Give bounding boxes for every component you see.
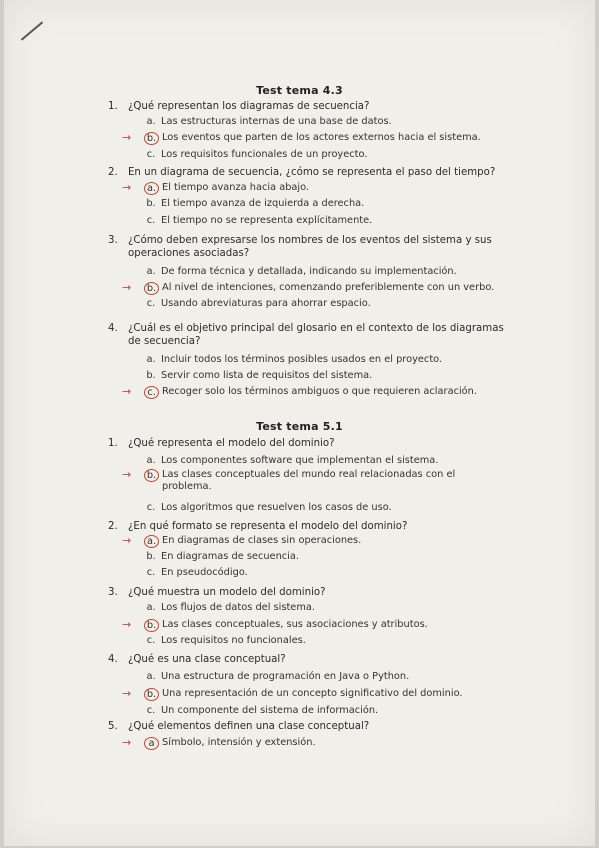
test2-q3-option-b xyxy=(144,619,428,632)
test1-q3-option-c xyxy=(144,298,371,310)
answer-arrow-icon: → xyxy=(122,385,132,398)
question-text: ¿Qué es una clase conceptual? xyxy=(128,654,286,665)
question-number: 4. xyxy=(108,654,118,665)
test2-q5-option-a xyxy=(144,737,316,750)
option-text: Las estructuras internas de una base de datos. xyxy=(161,116,392,127)
question-text: ¿Qué representan los diagramas de secuencia? xyxy=(128,101,370,112)
test2-q2-option-b xyxy=(144,551,299,563)
test2-q3-option-a xyxy=(144,602,315,614)
answer-arrow-icon: → xyxy=(122,534,132,547)
test1-q4-option-c xyxy=(144,386,477,399)
option-letter: b. xyxy=(144,282,159,295)
option-letter: a. xyxy=(146,455,156,466)
option-text: El tiempo avanza de izquierda a derecha. xyxy=(161,198,365,209)
test2-question-5 xyxy=(108,720,369,733)
option-text: Recoger solo los términos ambiguos o que requieren aclaración. xyxy=(162,386,477,397)
test1-title: Test tema 4.3 xyxy=(256,84,343,97)
option-letter: c. xyxy=(146,149,156,160)
test1-q3-option-b xyxy=(144,282,494,295)
option-letter: b. xyxy=(146,551,156,562)
question-text: ¿Qué representa el modelo del dominio? xyxy=(128,438,335,449)
option-letter: b. xyxy=(144,688,159,701)
test2-q4-option-b xyxy=(144,688,463,701)
test2-q1-option-a xyxy=(144,455,438,467)
answer-arrow-icon: → xyxy=(122,736,132,749)
option-letter: b. xyxy=(146,198,156,209)
option-letter: c. xyxy=(146,215,156,226)
test2-q2-option-c xyxy=(144,567,248,579)
test1-q1-option-a xyxy=(144,116,392,128)
test1-q2-option-c xyxy=(144,215,372,227)
paper-sheet xyxy=(4,0,595,846)
option-text: De forma técnica y detallada, indicando su implementación. xyxy=(161,266,457,277)
question-number: 5. xyxy=(108,721,118,732)
option-text: Los requisitos funcionales de un proyecto. xyxy=(161,149,368,160)
option-text: Servir como lista de requisitos del sistema. xyxy=(161,370,373,381)
question-number: 3. xyxy=(108,587,118,598)
test2-q2-option-a xyxy=(144,535,361,548)
option-letter: c. xyxy=(146,705,156,716)
option-letter: c. xyxy=(146,635,156,646)
option-letter: a xyxy=(144,737,159,750)
option-text: Los eventos que parten de los actores externos hacia el sistema. xyxy=(162,132,481,143)
option-letter: a. xyxy=(146,354,156,365)
question-number: 3. xyxy=(108,235,118,246)
option-letter: a. xyxy=(146,671,156,682)
test2-q1-option-c xyxy=(144,502,392,514)
option-letter: b. xyxy=(146,370,156,381)
test1-question-1 xyxy=(108,100,369,113)
option-text: Un componente del sistema de información. xyxy=(161,705,379,716)
question-text: ¿Qué elementos definen una clase conceptual? xyxy=(128,721,370,732)
test1-q4-option-b xyxy=(144,370,372,382)
option-letter: a. xyxy=(146,602,156,613)
answer-arrow-icon: → xyxy=(122,281,132,294)
question-text: ¿Qué muestra un modelo del dominio? xyxy=(128,587,326,598)
test1-q3-option-a xyxy=(144,266,457,278)
question-number: 1. xyxy=(108,438,118,449)
option-letter: c. xyxy=(144,386,159,399)
option-letter: c. xyxy=(146,567,156,578)
option-letter: a. xyxy=(146,266,156,277)
question-number: 2. xyxy=(108,521,118,532)
answer-arrow-icon: → xyxy=(122,468,132,481)
test2-q1-option-b xyxy=(144,469,455,493)
option-text: En diagramas de clases sin operaciones. xyxy=(162,535,362,546)
test1-question-4 xyxy=(108,322,504,348)
question-text: ¿Cómo deben expresarse los nombres de los eventos del sistema y sus operaciones asociadas? xyxy=(128,235,492,259)
question-text: ¿Cuál es el objetivo principal del glosario en el contexto de los diagramas de secuencia? xyxy=(128,323,504,347)
option-text: Símbolo, intensión y extensión. xyxy=(162,737,316,748)
option-letter: a. xyxy=(144,535,159,548)
option-text: Una representación de un concepto significativo del dominio. xyxy=(162,688,463,699)
option-text: Las clases conceptuales del mundo real relacionadas con el problema. xyxy=(162,469,456,492)
question-number: 2. xyxy=(108,167,118,178)
test1-q1-option-c xyxy=(144,149,367,161)
option-text: Las clases conceptuales, sus asociaciones y atributos. xyxy=(162,619,428,630)
option-text: Los algoritmos que resuelven los casos de uso. xyxy=(161,502,392,513)
test1-q4-option-a xyxy=(144,354,442,366)
option-text: Los componentes software que implementan el sistema. xyxy=(161,455,439,466)
option-letter: b. xyxy=(144,619,159,632)
option-text: Usando abreviaturas para ahorrar espacio. xyxy=(161,298,371,309)
question-text: ¿En qué formato se representa el modelo del dominio? xyxy=(128,521,408,532)
option-text: Incluir todos los términos posibles usados en el proyecto. xyxy=(161,354,443,365)
option-text: Al nivel de intenciones, comenzando preferiblemente con un verbo. xyxy=(162,282,495,293)
answer-arrow-icon: → xyxy=(122,687,132,700)
option-text: Los requisitos no funcionales. xyxy=(161,635,306,646)
option-letter: b. xyxy=(144,132,159,145)
answer-arrow-icon: → xyxy=(122,181,132,194)
option-text: En diagramas de secuencia. xyxy=(161,551,300,562)
option-letter: c. xyxy=(146,502,156,513)
test2-q4-option-a xyxy=(144,671,409,683)
test2-question-3 xyxy=(108,586,326,599)
test1-question-3 xyxy=(108,234,492,260)
test2-question-1 xyxy=(108,437,335,450)
test2-q4-option-c xyxy=(144,705,378,717)
option-text: Una estructura de programación en Java o Python. xyxy=(161,671,410,682)
test2-question-4 xyxy=(108,653,286,666)
answer-arrow-icon: → xyxy=(122,618,132,631)
pen-stroke-mark xyxy=(21,21,44,41)
test1-q2-option-a xyxy=(144,182,309,195)
option-text: Los flujos de datos del sistema. xyxy=(161,602,315,613)
question-text: En un diagrama de secuencia, ¿cómo se representa el paso del tiempo? xyxy=(128,167,496,178)
option-text: El tiempo avanza hacia abajo. xyxy=(162,182,310,193)
test1-q1-option-b xyxy=(144,132,481,145)
test2-q3-option-c xyxy=(144,635,306,647)
option-text: En pseudocódigo. xyxy=(161,567,248,578)
test2-question-2 xyxy=(108,520,407,533)
test1-q2-option-b xyxy=(144,198,364,210)
option-text: El tiempo no se representa explícitamente. xyxy=(161,215,373,226)
question-number: 4. xyxy=(108,323,118,334)
test2-title: Test tema 5.1 xyxy=(256,420,343,433)
option-letter: a. xyxy=(146,116,156,127)
option-letter: c. xyxy=(146,298,156,309)
option-letter: a. xyxy=(144,182,159,195)
answer-arrow-icon: → xyxy=(122,131,132,144)
option-letter: b. xyxy=(144,469,159,482)
test1-question-2 xyxy=(108,166,495,179)
question-number: 1. xyxy=(108,101,118,112)
